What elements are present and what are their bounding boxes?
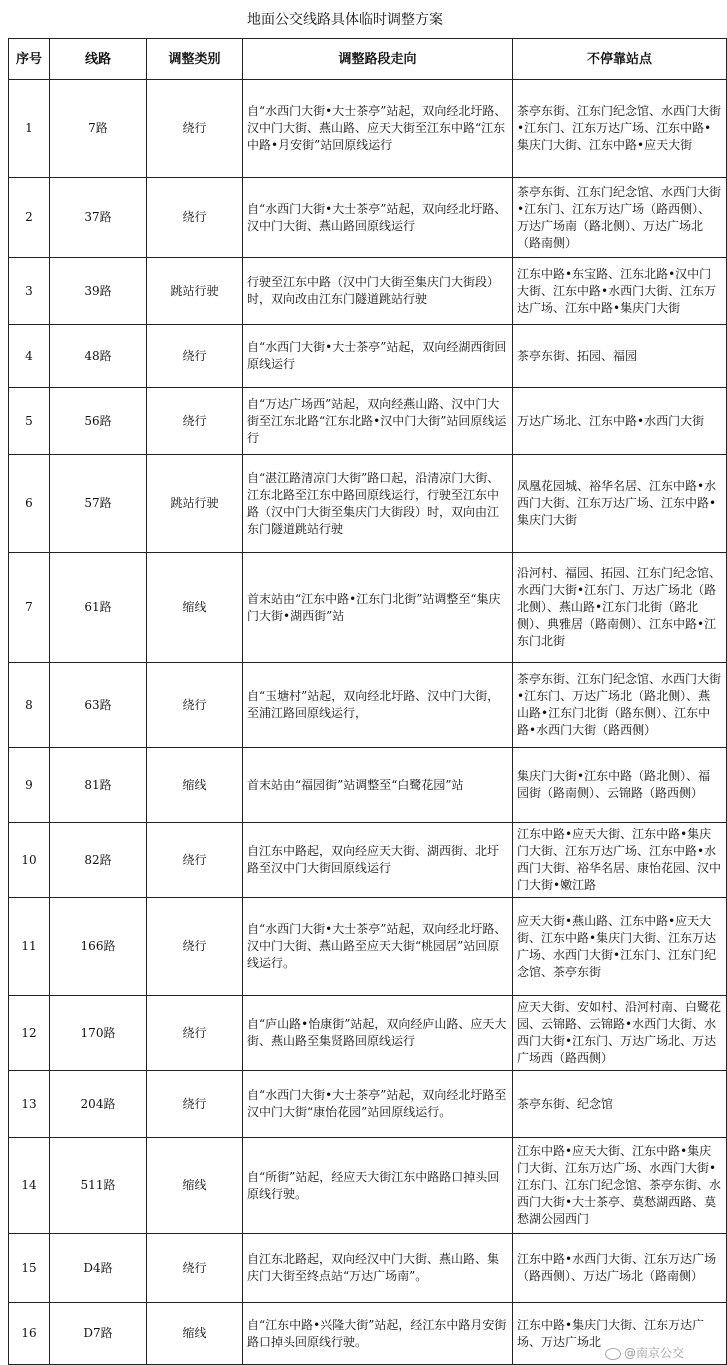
row-number: 7 bbox=[9, 553, 50, 663]
row-stops: 凤凰花园城、裕华名居、江东中路•水西门大街、江东万达广场、江东中路•集庆门大街 bbox=[513, 455, 727, 553]
table-row bbox=[9, 1234, 727, 1303]
row-route: 自“水西门大街•大士茶亭”站起，双向经北圩路、汉中门大街、燕山路至应天大街“桃园居”站回原线运行。 bbox=[243, 898, 513, 996]
row-line: 170路 bbox=[50, 996, 147, 1071]
row-number: 5 bbox=[9, 388, 50, 455]
table-row bbox=[9, 553, 727, 663]
table-row bbox=[9, 325, 727, 388]
row-line: 82路 bbox=[50, 823, 147, 898]
row-line: 39路 bbox=[50, 258, 147, 325]
row-type: 绕行 bbox=[147, 823, 243, 898]
row-stops: 江东中路•东宝路、江东北路•汉中门大街、江东中路•水西门大街、江东万达广场、江东中路•集庆门大街 bbox=[513, 258, 727, 325]
row-stops: 茶亭东街、纪念馆 bbox=[513, 1071, 727, 1138]
row-line: 48路 bbox=[50, 325, 147, 388]
row-route: 自“水西门大街•大士茶亭”站起，双向经湖西街回原线运行 bbox=[243, 325, 513, 388]
row-number: 2 bbox=[9, 178, 50, 258]
row-route: 自“所街”站起，经应天大街江东中路路口掉头回原线行驶。 bbox=[243, 1138, 513, 1234]
header-route: 调整路段走向 bbox=[243, 39, 513, 80]
row-route: 自“湛江路清凉门大街”路口起，沿清凉门大街、江东北路至江东中路回原线运行，行驶至江东中路（汉中门大街至集庆门大街段）时，双向由江东门隧道跳站行驶 bbox=[243, 455, 513, 553]
table-row bbox=[9, 663, 727, 748]
row-line: 57路 bbox=[50, 455, 147, 553]
row-number: 13 bbox=[9, 1071, 50, 1138]
row-stops: 江东中路•集庆门大街、江东万达广场、万达广场北 bbox=[513, 1303, 727, 1365]
row-type: 绕行 bbox=[147, 996, 243, 1071]
row-type: 跳站行驶 bbox=[147, 258, 243, 325]
row-type: 绕行 bbox=[147, 325, 243, 388]
row-route: 自江东北路起，双向经汉中门大街、燕山路、集庆门大街至终点站“万达广场南”。 bbox=[243, 1234, 513, 1303]
row-route: 自“玉塘村”站起，双向经北圩路、汉中门大街，至浦江路回原线运行， bbox=[243, 663, 513, 748]
row-type: 绕行 bbox=[147, 1071, 243, 1138]
row-type: 缩线 bbox=[147, 553, 243, 663]
row-number: 16 bbox=[9, 1303, 50, 1365]
row-number: 9 bbox=[9, 748, 50, 823]
row-stops: 茶亭东街、江东门纪念馆、水西门大街•江东门、万达广场北（路北侧）、燕山路•江东门北街（路东侧）、江东中路•水西门大街（路西侧） bbox=[513, 663, 727, 748]
row-type: 绕行 bbox=[147, 898, 243, 996]
row-line: 81路 bbox=[50, 748, 147, 823]
header-line: 线路 bbox=[50, 39, 147, 80]
weibo-logo-icon bbox=[605, 1348, 621, 1360]
row-line: 63路 bbox=[50, 663, 147, 748]
row-type: 跳站行驶 bbox=[147, 455, 243, 553]
row-line: 61路 bbox=[50, 553, 147, 663]
table-row bbox=[9, 823, 727, 898]
row-type: 缩线 bbox=[147, 1138, 243, 1234]
row-number: 11 bbox=[9, 898, 50, 996]
row-line: 204路 bbox=[50, 1071, 147, 1138]
row-number: 1 bbox=[9, 80, 50, 178]
row-route: 自“水西门大街•大士茶亭”站起，双向经北圩路至汉中门大街“康怡花园”站回原线运行。 bbox=[243, 1071, 513, 1138]
row-line: 7路 bbox=[50, 80, 147, 178]
table-row bbox=[9, 258, 727, 325]
row-stops: 江东中路•应天大街、江东中路•集庆门大街、江东万达广场、水西门大街•江东门、江东门纪念馆、茶亭东街、水西门大街•大士茶亭、莫愁湖西路、莫愁湖公园西门 bbox=[513, 1138, 727, 1234]
row-number: 4 bbox=[9, 325, 50, 388]
watermark bbox=[605, 1344, 684, 1361]
row-route: 自“江东中路•兴隆大街”站起，经江东中路月安街路口掉头回原线行驶。 bbox=[243, 1303, 513, 1365]
table-row bbox=[9, 748, 727, 823]
row-stops: 江东中路•水西门大街、江东万达广场（路西侧）、万达广场北（路南侧） bbox=[513, 1234, 727, 1303]
row-number: 6 bbox=[9, 455, 50, 553]
row-stops: 茶亭东街、拓园、福园 bbox=[513, 325, 727, 388]
table-row bbox=[9, 388, 727, 455]
row-type: 绕行 bbox=[147, 80, 243, 178]
row-type: 缩线 bbox=[147, 748, 243, 823]
adjustment-table bbox=[8, 38, 727, 1365]
row-line: 166路 bbox=[50, 898, 147, 996]
table-header-row bbox=[9, 39, 727, 80]
row-route: 自“水西门大街•大士茶亭”站起，双向经北圩路、汉中门大街、燕山路、应天大街至江东中路“江东中路•月安街”站回原线运行 bbox=[243, 80, 513, 178]
row-stops: 应天大街、安如村、沿河村南、白鹭花园、云锦路、云锦路•水西门大街、水西门大街•江东门、万达广场北、万达广场西（路西侧） bbox=[513, 996, 727, 1071]
header-type: 调整类别 bbox=[147, 39, 243, 80]
row-route: 首末站由“江东中路•江东门北街”站调整至“集庆门大街•湖西街”站 bbox=[243, 553, 513, 663]
table-row bbox=[9, 455, 727, 553]
row-line: 56路 bbox=[50, 388, 147, 455]
row-stops: 应天大街•燕山路、江东中路•应天大街、江东中路•集庆门大街、江东万达广场、水西门大街•江东门、江东门纪念馆、茶亭东街 bbox=[513, 898, 727, 996]
document-title: 地面公交线路具体临时调整方案 bbox=[247, 12, 443, 28]
row-route: 自“庐山路•怡康街”站起，双向经庐山路、应天大街、燕山路至集贤路回原线运行 bbox=[243, 996, 513, 1071]
row-stops: 江东中路•应天大街、江东中路•集庆门大街、江东万达广场、江东中路•水西门大街、裕华名居、康怡花园、汉中门大街•嫩江路 bbox=[513, 823, 727, 898]
row-route: 自“万达广场西”站起，双向经燕山路、汉中门大街至江东北路“江东北路•汉中门大街”站回原线运行 bbox=[243, 388, 513, 455]
row-stops: 沿河村、福园、拓园、江东门纪念馆、水西门大街•江东门、万达广场北（路北侧）、燕山路•江东门北街（路北侧）、典雅居（路南侧）、江东中路•江东门北街 bbox=[513, 553, 727, 663]
row-type: 绕行 bbox=[147, 663, 243, 748]
table-row bbox=[9, 898, 727, 996]
row-line: D4路 bbox=[50, 1234, 147, 1303]
row-route: 自“水西门大街•大士茶亭”站起，双向经北圩路、汉中门大街、燕山路回原线运行 bbox=[243, 178, 513, 258]
row-route: 自江东中路起，双向经应天大街、湖西街、北圩路至汉中门大街回原线运行 bbox=[243, 823, 513, 898]
table-body bbox=[9, 80, 727, 1365]
table-row bbox=[9, 178, 727, 258]
row-stops: 茶亭东街、江东门纪念馆、水西门大街•江东门、江东万达广场、江东中路•集庆门大街、江东中路•应天大街 bbox=[513, 80, 727, 178]
header-stops: 不停靠站点 bbox=[513, 39, 727, 80]
row-type: 绕行 bbox=[147, 178, 243, 258]
table-row bbox=[9, 80, 727, 178]
table-row bbox=[9, 1071, 727, 1138]
row-line: 37路 bbox=[50, 178, 147, 258]
row-number: 10 bbox=[9, 823, 50, 898]
row-route: 首末站由“福园街”站调整至“白鹭花园”站 bbox=[243, 748, 513, 823]
row-number: 3 bbox=[9, 258, 50, 325]
header-no: 序号 bbox=[9, 39, 50, 80]
row-type: 绕行 bbox=[147, 388, 243, 455]
row-stops: 集庆门大街•江东中路（路北侧）、福园街（路南侧）、云锦路（路西侧） bbox=[513, 748, 727, 823]
watermark-text: @南京公交 bbox=[623, 1346, 684, 1360]
row-line: 511路 bbox=[50, 1138, 147, 1234]
row-number: 14 bbox=[9, 1138, 50, 1234]
row-line: D7路 bbox=[50, 1303, 147, 1365]
row-stops: 万达广场北、江东中路•水西门大街 bbox=[513, 388, 727, 455]
table-row bbox=[9, 996, 727, 1071]
row-type: 缩线 bbox=[147, 1303, 243, 1365]
row-type: 绕行 bbox=[147, 1234, 243, 1303]
row-number: 8 bbox=[9, 663, 50, 748]
row-number: 15 bbox=[9, 1234, 50, 1303]
row-stops: 茶亭东街、江东门纪念馆、水西门大街•江东门、江东万达广场（路西侧）、万达广场南（路北侧）、万达广场北（路南侧） bbox=[513, 178, 727, 258]
table-row bbox=[9, 1138, 727, 1234]
row-number: 12 bbox=[9, 996, 50, 1071]
row-route: 行驶至江东中路（汉中门大街至集庆门大街段）时，双向改由江东门隧道跳站行驶 bbox=[243, 258, 513, 325]
